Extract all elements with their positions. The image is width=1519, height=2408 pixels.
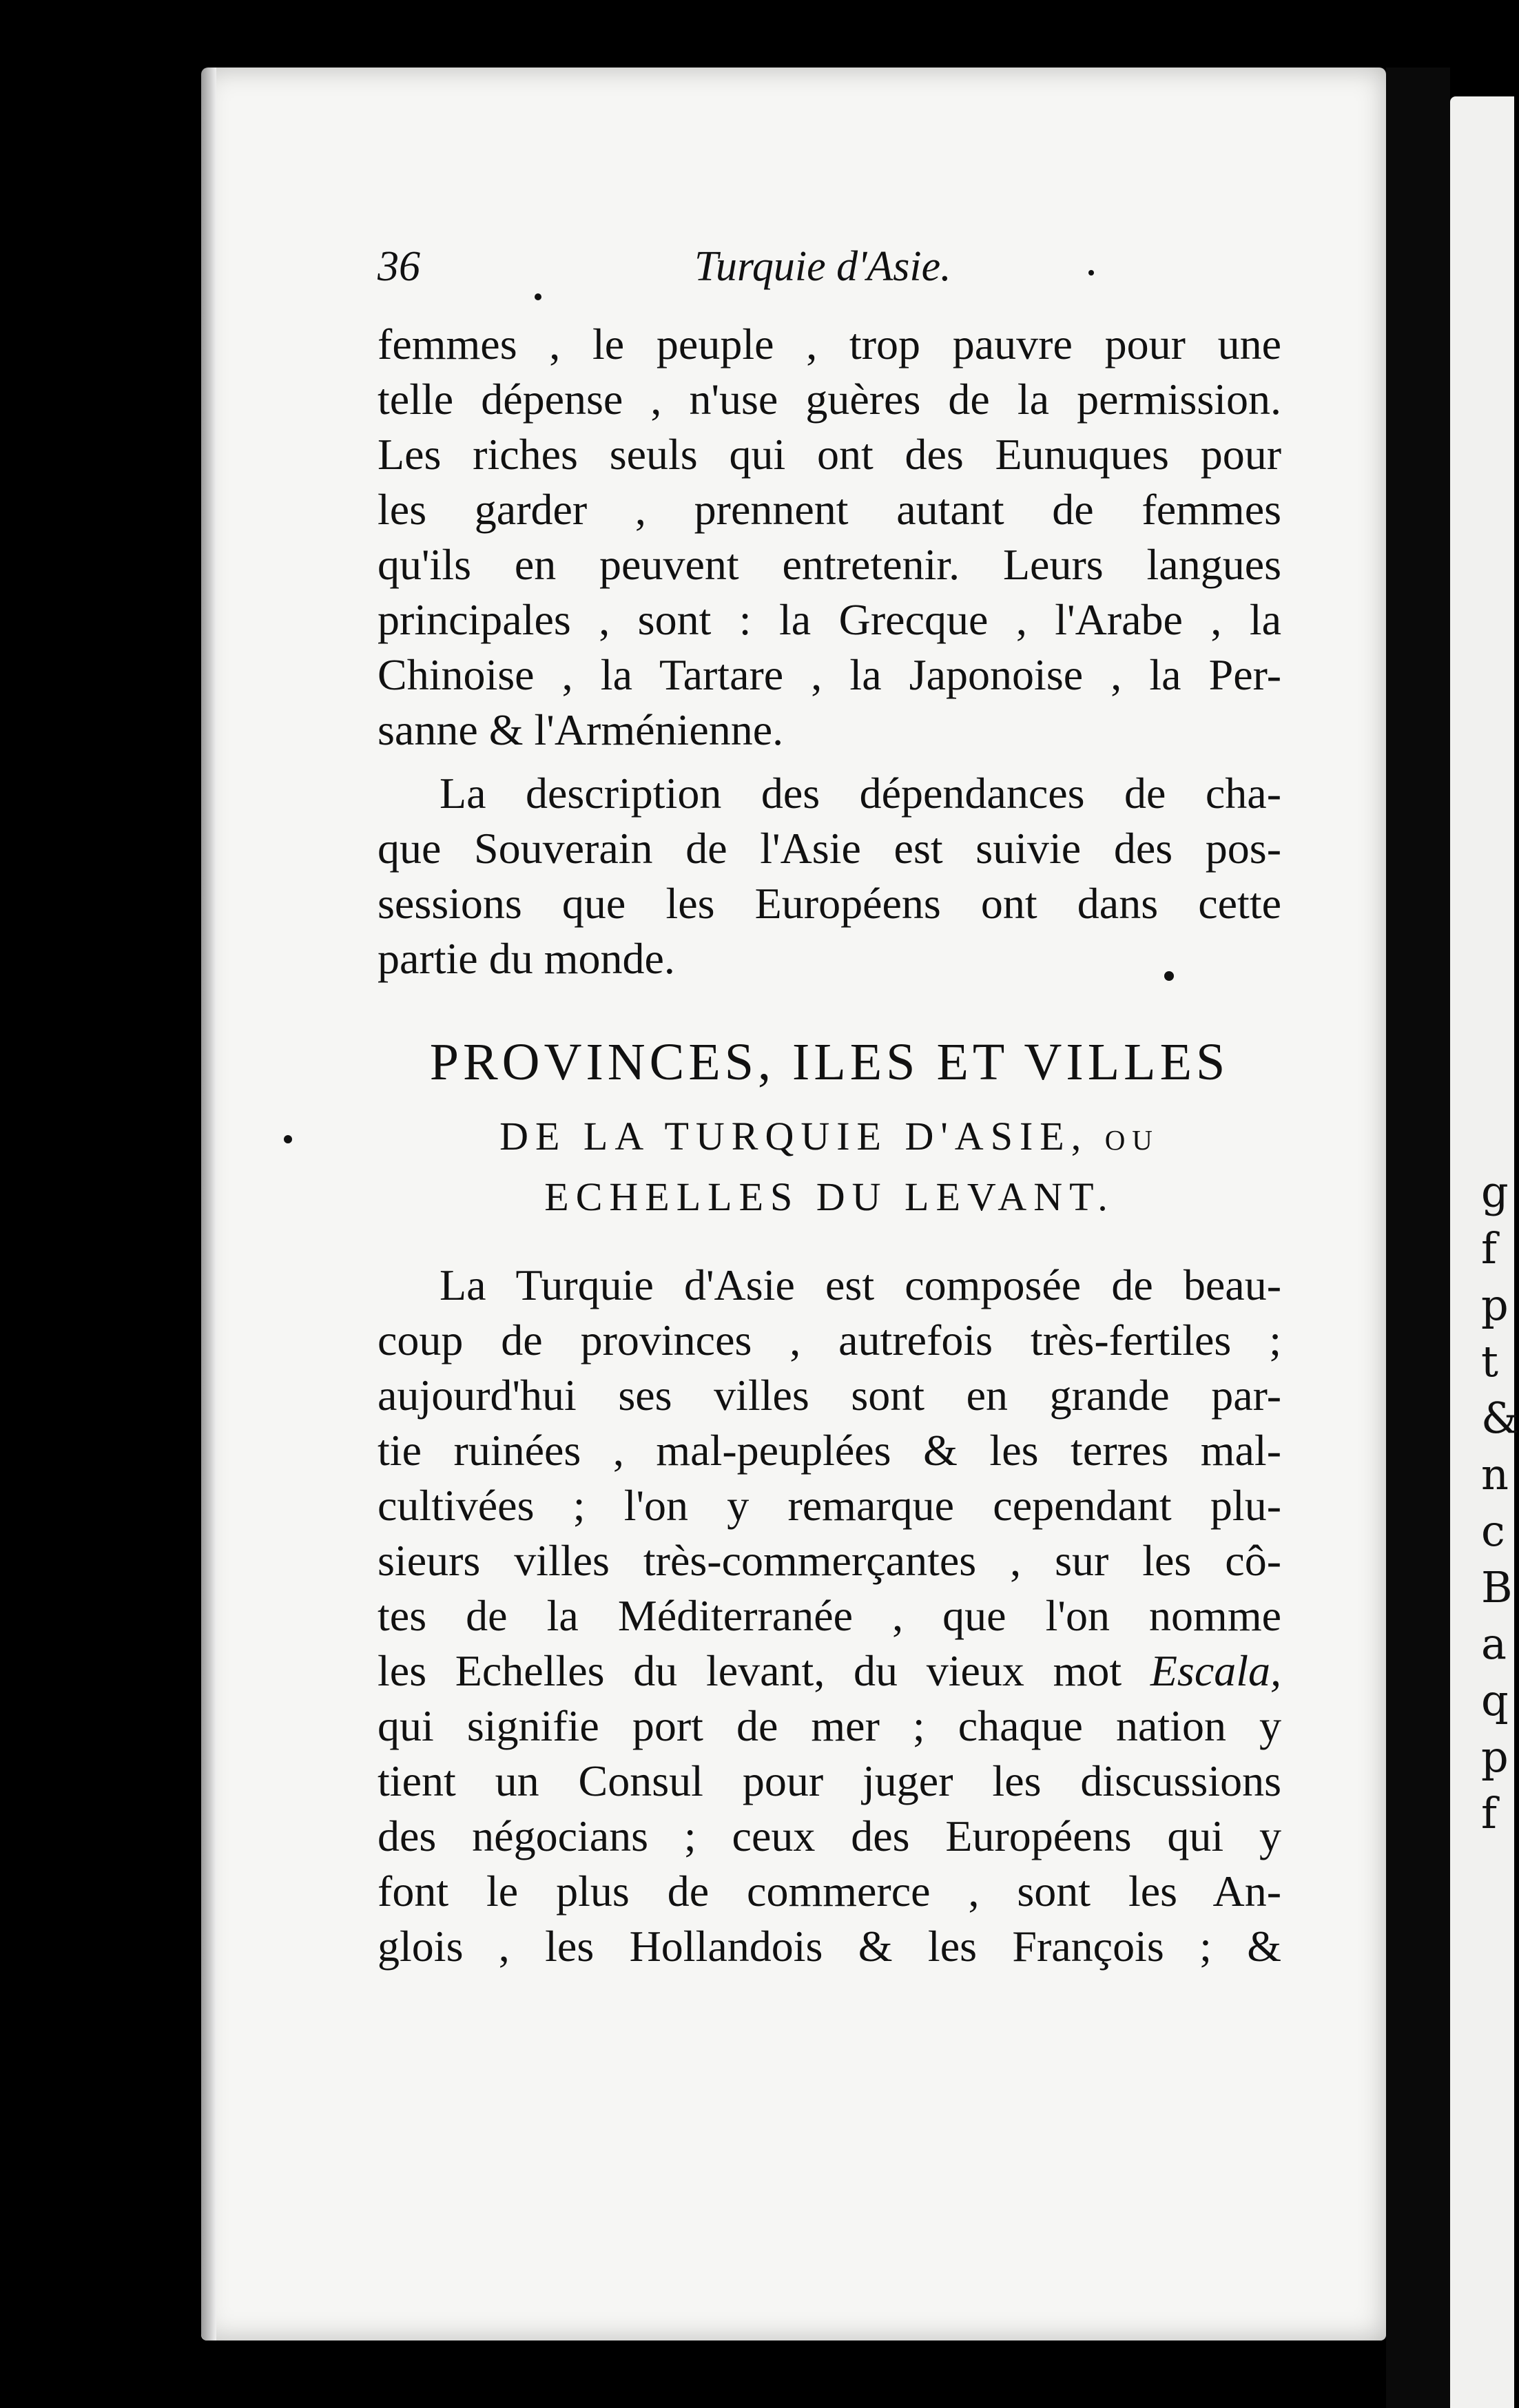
text-line: qui signifie port de mer ; chaque nation y	[378, 1701, 1281, 1750]
adjacent-letter: B	[1481, 1562, 1513, 1612]
text-line: sessions que les Européens ont dans cette	[378, 879, 1281, 928]
text-line: tient un Consul pour juger les discussions	[378, 1756, 1281, 1805]
section-heading-line-1: PROVINCES, ILES ET VILLES	[429, 1033, 1230, 1091]
running-title: Turquie d'Asie.	[694, 243, 951, 290]
adjacent-letter: g	[1481, 1167, 1509, 1217]
text-line: aujourd'hui ses villes sont en grande par-	[378, 1371, 1281, 1420]
adjacent-letter: &	[1481, 1393, 1519, 1443]
adjacent-letter: p	[1481, 1732, 1509, 1782]
text-line: La Turquie d'Asie est composée de beau-	[440, 1260, 1281, 1309]
scan-speck	[1164, 971, 1174, 981]
section-heading-line-3: ECHELLES DU LEVANT.	[544, 1174, 1115, 1219]
adjacent-letter: f	[1481, 1788, 1497, 1838]
adjacent-letter: a	[1481, 1619, 1507, 1669]
text-line: des négocians ; ceux des Européens qui y	[378, 1812, 1281, 1860]
page-edge	[201, 68, 216, 2340]
paragraph-1	[378, 317, 1281, 758]
text-line: font le plus de commerce , sont les An-	[378, 1867, 1281, 1916]
adjacent-letter: p	[1481, 1280, 1509, 1330]
text-line: Chinoise , la Tartare , la Japonoise , la Per-	[378, 650, 1281, 699]
text-line: les garder , prennent autant de femmes	[378, 485, 1281, 534]
text-line: cultivées ; l'on y remarque cependant plu-	[378, 1481, 1281, 1530]
text-line: partie du monde.	[378, 934, 675, 983]
running-head	[378, 242, 1273, 304]
text-line: femmes , le peuple , trop pauvre pour une	[378, 320, 1281, 369]
page-number: 36	[378, 243, 420, 290]
text-segment: les Echelles du levant, du vieux mot	[378, 1646, 1150, 1695]
adjacent-letter: n	[1481, 1449, 1509, 1499]
adjacent-letter: q	[1481, 1675, 1509, 1725]
scan-speck	[284, 1135, 292, 1143]
adjacent-letter: f	[1481, 1223, 1497, 1274]
text-line: sieurs villes très-commerçantes , sur les cô-	[378, 1536, 1281, 1585]
section-heading-line-2: DE LA TURQUIE D'ASIE, ou	[499, 1114, 1159, 1159]
paragraph-2	[378, 766, 1281, 986]
text-line: tes de la Méditerranée , que l'on nomme	[378, 1591, 1281, 1640]
adjacent-letter: c	[1481, 1506, 1505, 1556]
text-line: que Souverain de l'Asie est suivie des pos-	[378, 824, 1281, 873]
text-line: glois , les Hollandois & les François ; &	[378, 1922, 1281, 1971]
text-line-escala	[378, 1643, 1281, 1699]
text-line: La description des dépendances de cha-	[440, 769, 1281, 818]
italic-word: Escala,	[1150, 1646, 1281, 1695]
text-line: coup de provinces , autrefois très-fertiles ;	[378, 1316, 1281, 1364]
adjacent-page-text	[1481, 1164, 1519, 1842]
text-line: tie ruinées , mal-peuplées & les terres mal-	[378, 1426, 1281, 1475]
text-line: sanne & l'Arménienne.	[378, 705, 784, 754]
gutter-shadow	[1386, 68, 1450, 2408]
text-line: Les riches seuls qui ont des Eunuques pour	[378, 430, 1281, 479]
paragraph-3	[378, 1258, 1281, 1974]
text-line: principales , sont : la Grecque , l'Arabe , la	[378, 595, 1281, 644]
text-line: qu'ils en peuvent entretenir. Leurs langues	[378, 540, 1281, 589]
adjacent-letter: t	[1481, 1336, 1498, 1387]
scan-speck	[1088, 270, 1094, 276]
scan-speck	[535, 293, 541, 300]
text-line: telle dépense , n'use guères de la permission.	[378, 375, 1281, 424]
